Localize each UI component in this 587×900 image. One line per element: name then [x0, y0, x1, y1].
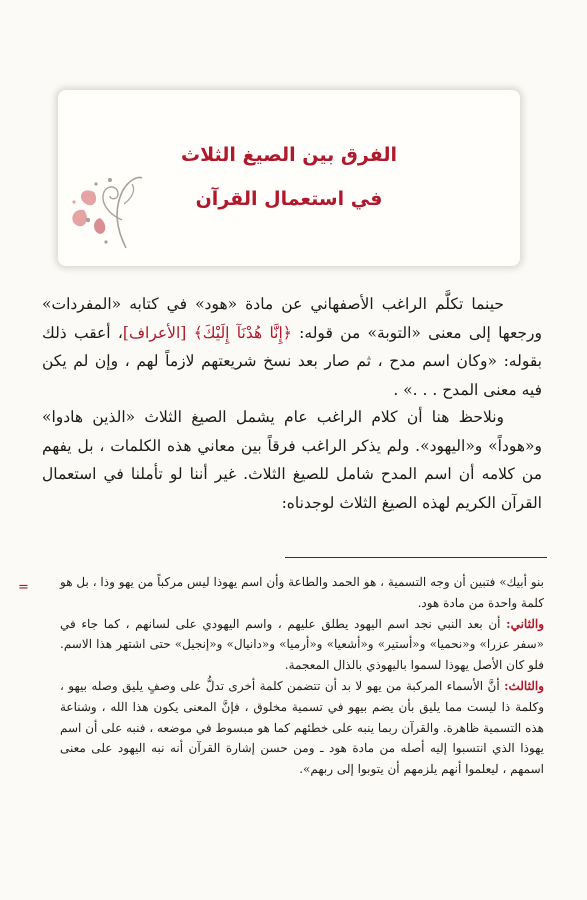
- footnote-2-text: أن بعد النبي نجد اسم اليهود يطلق عليهم ، واسم اليهودي على لسانهم ، كما جاء في «سفر عزرا» و«نحميا» و«أستير» و«أشعيا» و«أرميا» و«دانيال» و«إنجيل» حتى اشتهر هذا الاسم. فلو كان الأصل يهوذا لسموا باليهوذي بالذال المعجمة.: [60, 616, 544, 673]
- paragraph-1: [42, 290, 542, 404]
- paragraph-2-text: ونلاحظ هنا أن كلام الراغب عام يشمل الصيغ الثلاث «الذين هادوا» و«هوداً» و«اليهود». ولم يذكر الراغب فرقاً بين معاني هذه الكلمات ، بل يفهم من كلامه أن اسم المدح شامل للصيغ الثلاث. غير أننا لو تأملنا في استعمال القرآن الكريم لهذه الصيغ الثلاث لوجدناه:: [42, 408, 542, 512]
- footnote-3-text: أنَّ الأسماء المركبة من يهو لا بد أن تتضمن كلمة أخرى تدلُّ على وصفٍ يليق وصله بيهو ، وكلمة ذا ليست مما يليق بأن يضم بيهو في تسمية مخلوق ، فإنَّ المعنى يكون هذا الله ، وشناعة هذه التسمية ظاهرة. والقرآن ربما ينبه على خطئهم كما هو مبسوط في موضعه ، فنبه على أن اسم يهوذا الذي انتسبوا إليه أصله من مادة هود ـ ومن حسن إشارة القرآن أنه نبه اليهود على معنى اسمهم ، ليعلموا أنهم يلزمهم أن يتوبوا إلى ربهم».: [60, 678, 544, 777]
- footnote-3: [60, 676, 544, 780]
- footnote-divider: [285, 557, 547, 558]
- chapter-title-line-1: الفرق بين الصيغ الثلاث: [181, 144, 397, 166]
- quran-quote: ﴿إِنَّا هُدْنَآ إِلَيْكَ﴾ [الأعراف]: [122, 323, 292, 342]
- paragraph-2: [42, 403, 542, 517]
- footnotes: [60, 572, 544, 780]
- paragraph-1-text-b: ، أعقب ذلك بقوله: «وكان اسم مدح ، ثم صار بعد نسخ شريعتهم لازماً لهم ، وإن لم يكن فيه معنى المدح . . .» .: [42, 323, 542, 399]
- footnote-continuation-mark: =: [18, 580, 29, 595]
- footnote-2-label: والثاني:: [506, 616, 544, 631]
- footnote-2: [60, 614, 544, 676]
- footnote-1: بنو أبيك» فتبين أن وجه التسمية ، هو الحمد والطاعة وأن اسم يهوذا ليس مركباً من يهو وذا ، بل هو كلمة واحدة من مادة هود.: [60, 575, 544, 610]
- footnote-3-label: والثالث:: [504, 678, 544, 693]
- title-box: [58, 90, 520, 266]
- chapter-title-line-2: في استعمال القرآن: [195, 188, 383, 210]
- paragraph-1-text-a: حينما تكلَّم الراغب الأصفهاني عن مادة «هود» في كتابه «المفردات» ورجعها إلى معنى «التوبة» من قوله:: [42, 295, 542, 342]
